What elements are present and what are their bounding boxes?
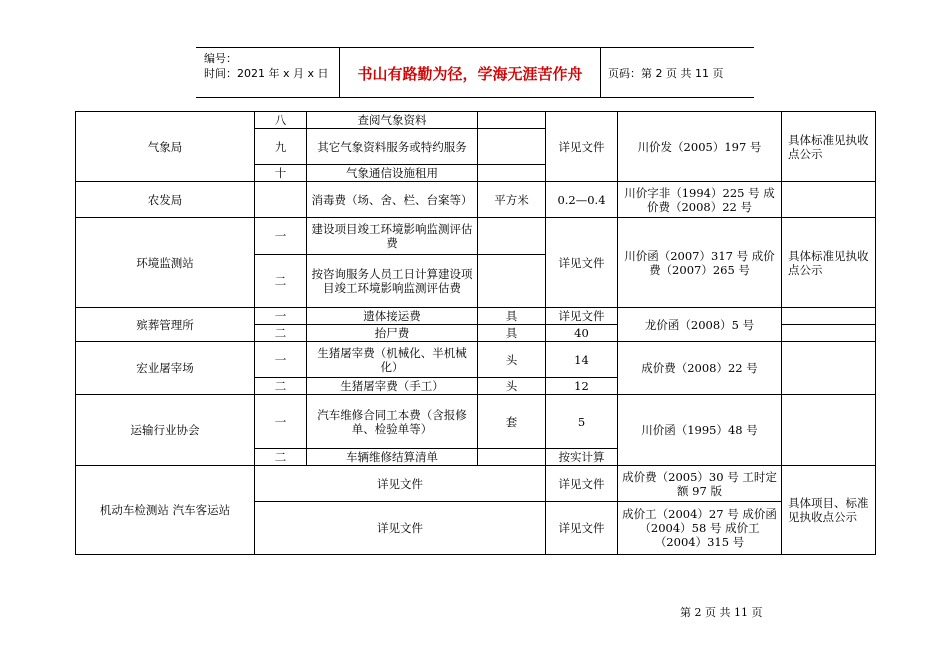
unit-cell — [478, 218, 546, 255]
note-cell: 具体项目、标准见执收点公示 — [782, 466, 876, 555]
basis-cell: 川价函（1995）48 号 — [618, 395, 782, 466]
price-cell: 14 — [546, 342, 618, 378]
unit-cell — [478, 255, 546, 308]
dept-cell: 殡葬管理所 — [76, 308, 255, 342]
footer-page-number: 第 2 页 共 11 页 — [680, 606, 763, 619]
item-name: 生猪屠宰费（机械化、半机械化） — [307, 342, 478, 378]
basis-cell: 川价字非（1994）225 号 成价费（2008）22 号 — [618, 182, 782, 218]
dept-cell: 气象局 — [76, 112, 255, 182]
unit-cell: 平方米 — [478, 182, 546, 218]
price-cell: 详见文件 — [546, 308, 618, 325]
price-cell: 按实计算 — [546, 449, 618, 466]
price-cell: 12 — [546, 378, 618, 395]
unit-cell: 头 — [478, 342, 546, 378]
item-number: 一 — [255, 308, 307, 325]
unit-cell — [478, 449, 546, 466]
table-row — [76, 218, 876, 255]
item-number: 二 — [255, 325, 307, 342]
item-number: 八 — [255, 112, 307, 129]
item-name: 详见文件 — [255, 502, 546, 555]
price-cell: 40 — [546, 325, 618, 342]
item-number: 一 — [255, 395, 307, 449]
item-number: 二 — [255, 449, 307, 466]
dept-cell: 宏业屠宰场 — [76, 342, 255, 395]
table-row — [76, 342, 876, 378]
item-number: 二 — [255, 378, 307, 395]
unit-cell: 具 — [478, 308, 546, 325]
item-name: 建设项目竣工环境影响监测评估费 — [307, 218, 478, 255]
basis-cell: 成价费（2005）30 号 工时定额 97 版 — [618, 466, 782, 502]
unit-cell: 头 — [478, 378, 546, 395]
item-name: 生猪屠宰费（手工） — [307, 378, 478, 395]
time-label: 时间：2021 年 x 月 x 日 — [204, 67, 329, 80]
item-name: 气象通信设施租用 — [307, 165, 478, 182]
dept-cell: 运输行业协会 — [76, 395, 255, 466]
basis-cell: 成价工（2004）27 号 成价函（2004）58 号 成价工（2004）315 号 — [618, 502, 782, 555]
header-meta — [204, 51, 344, 81]
item-number: 一 — [255, 218, 307, 255]
basis-cell: 成价费（2008）22 号 — [618, 342, 782, 395]
note-cell — [782, 395, 876, 466]
price-cell: 5 — [546, 395, 618, 449]
price-cell: 详见文件 — [546, 218, 618, 308]
page-header — [196, 47, 754, 98]
note-cell — [782, 308, 876, 325]
table-row — [76, 395, 876, 449]
dept-cell: 机动车检测站 汽车客运站 — [76, 466, 255, 555]
item-name: 详见文件 — [255, 466, 546, 502]
unit-cell: 套 — [478, 395, 546, 449]
header-motto: 书山有路勤为径，学海无涯苦作舟 — [357, 65, 583, 83]
unit-cell — [478, 129, 546, 165]
fee-table — [75, 111, 876, 555]
serial-label: 编号： — [204, 52, 237, 65]
unit-cell — [478, 112, 546, 129]
item-name: 遗体接运费 — [307, 308, 478, 325]
table-row — [76, 466, 876, 502]
price-cell: 详见文件 — [546, 112, 618, 182]
basis-cell: 龙价函（2008）5 号 — [618, 308, 782, 342]
item-name: 抬尸费 — [307, 325, 478, 342]
basis-cell: 川价发（2005）197 号 — [618, 112, 782, 182]
price-cell: 详见文件 — [546, 502, 618, 555]
unit-cell: 具 — [478, 325, 546, 342]
item-number — [255, 182, 307, 218]
price-cell: 详见文件 — [546, 466, 618, 502]
note-cell — [782, 182, 876, 218]
table-row — [76, 308, 876, 325]
header-page-number: 页码：第 2 页 共 11 页 — [608, 67, 724, 80]
item-name: 查阅气象资料 — [307, 112, 478, 129]
price-cell: 0.2—0.4 — [546, 182, 618, 218]
item-number: 十 — [255, 165, 307, 182]
item-name: 汽车维修合同工本费（含报修单、检验单等） — [307, 395, 478, 449]
dept-cell: 农发局 — [76, 182, 255, 218]
item-name: 其它气象资料服务或特约服务 — [307, 129, 478, 165]
note-cell: 具体标准见执收点公示 — [782, 218, 876, 308]
dept-cell: 环境监测站 — [76, 218, 255, 308]
basis-cell: 川价函（2007）317 号 成价费（2007）265 号 — [618, 218, 782, 308]
item-number: 一 — [255, 342, 307, 378]
table-row — [76, 112, 876, 129]
item-name: 按咨询服务人员工日计算建设项目竣工环境影响监测评估费 — [307, 255, 478, 308]
item-name: 车辆维修结算清单 — [307, 449, 478, 466]
item-number: 九 — [255, 129, 307, 165]
unit-cell — [478, 165, 546, 182]
table-row — [76, 182, 876, 218]
item-name: 消毒费（场、舍、栏、台案等） — [307, 182, 478, 218]
note-cell: 具体标准见执收点公示 — [782, 112, 876, 182]
note-cell — [782, 342, 876, 395]
item-number: 二 — [255, 255, 307, 308]
header-divider — [600, 48, 601, 97]
note-cell — [782, 325, 876, 342]
